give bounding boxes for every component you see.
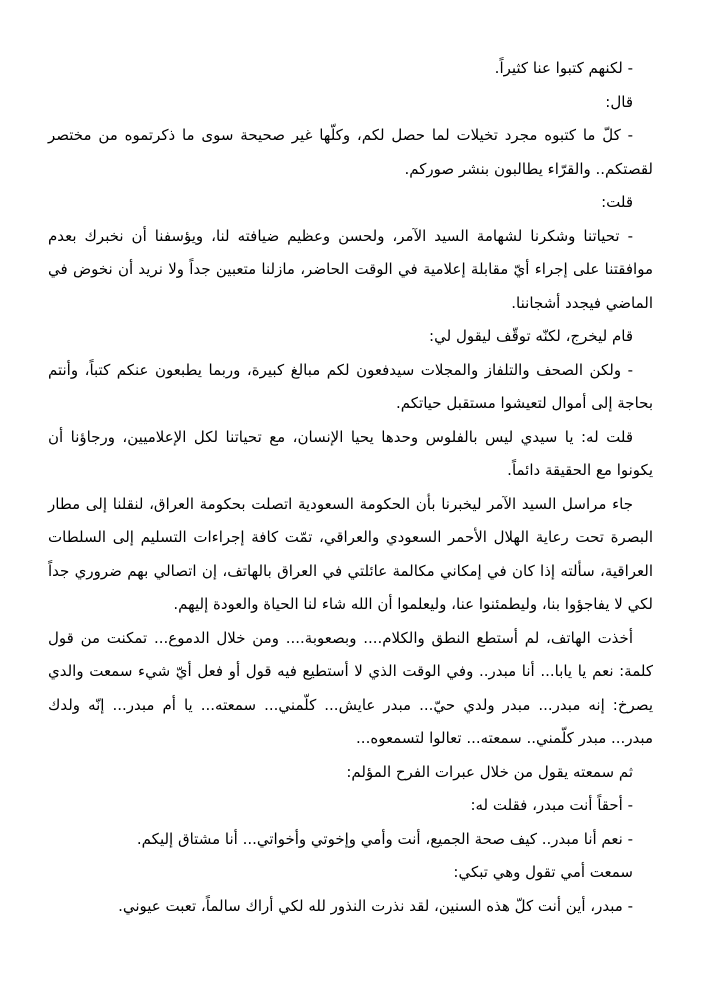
paragraph: - لكنهم كتبوا عنا كثيراً.	[494, 59, 633, 77]
paragraph: - كلّ ما كتبوه مجرد تخيلات لما حصل لكم، وكلّها غير صحيحة سوى ما ذكرتموه من مختصر لقصتكم.. والقرّاء يطالبون بنشر صوركم.	[48, 126, 653, 178]
paragraph: جاء مراسل السيد الآمر ليخبرنا بأن الحكومة السعودية اتصلت بحكومة العراق، لنقلنا إلى مطار البصرة تحت رعاية الهلال الأحمر السعودي والعراقي، تمّت كافة إجراءات التسليم إلى السلطات العراقية، سألته إذا كان في إمكاني مكالمة عائلتي في العراق بالهاتف، إن اتصالي بهم ضروري جداً لكي لا يفاجؤوا بنا، وليطمئنوا عنا، وليعلموا أن الله شاء لنا الحياة والعودة إليهم.	[48, 494, 653, 613]
paragraph: - ولكن الصحف والتلفاز والمجلات سيدفعون لكم مبالغ كبيرة، وربما يطبعون عنكم كتباً، وأنتم بحاجة إلى أموال لتعيشوا مستقبل حياتكم.	[48, 360, 653, 412]
paragraph: قام ليخرج، لكنّه توقّف ليقول لي:	[429, 327, 633, 345]
paragraph: سمعت أمي تقول وهي تبكي:	[453, 863, 633, 881]
paragraph: قلت له: يا سيدي ليس بالفلوس وحدها يحيا الإنسان، مع تحياتنا لكل الإعلاميين، ورجاؤنا أن يكونوا مع الحقيقة دائماً.	[48, 427, 653, 479]
paragraph: قلت:	[601, 193, 633, 211]
paragraph: ثم سمعته يقول من خلال عبرات الفرح المؤلم:	[346, 762, 633, 781]
paragraph: قال:	[605, 92, 633, 111]
paragraph: - مبدر، أين أنت كلّ هذه السنين، لقد نذرت النذور لله لكي أراك سالماً، تعبت عيوني.	[118, 896, 633, 915]
paragraph: - نعم أنا مبدر.. كيف صحة الجميع، أنت وأمي وإخوتي وأخواتي... أنا مشتاق إليكم.	[136, 829, 633, 848]
paragraph: - أحقاً أنت مبدر، فقلت له:	[470, 796, 633, 814]
paragraph: - تحياتنا وشكرنا لشهامة السيد الآمر، ولحسن وعظيم ضيافته لنا، ويؤسفنا أن نخبرك بعدم موافقتنا على إجراء أيّ مقابلة إعلامية في الوقت الحاضر، مازلنا متعبين جداً ولا نريد أن نخوض في الماضي فيجدد أشجاننا.	[48, 226, 653, 312]
document-page	[48, 52, 653, 980]
paragraph: أخذت الهاتف، لم أستطع النطق والكلام.... وبصعوبة.... ومن خلال الدموع... تمكنت من قول كلمة: نعم يا يابا... أنا مبدر.. وفي الوقت الذي لا أستطيع فيه قول أو فعل أيّ شيء سمعت والدي يصرخ: إنه مبدر... مبدر ولدي حيّ... مبدر عايش... كلّمني... سمعته... يا أم مبدر... إنّه ولدك مبدر... مبدر كلّمني.. سمعته... تعالوا لتسمعوه...	[48, 628, 653, 747]
